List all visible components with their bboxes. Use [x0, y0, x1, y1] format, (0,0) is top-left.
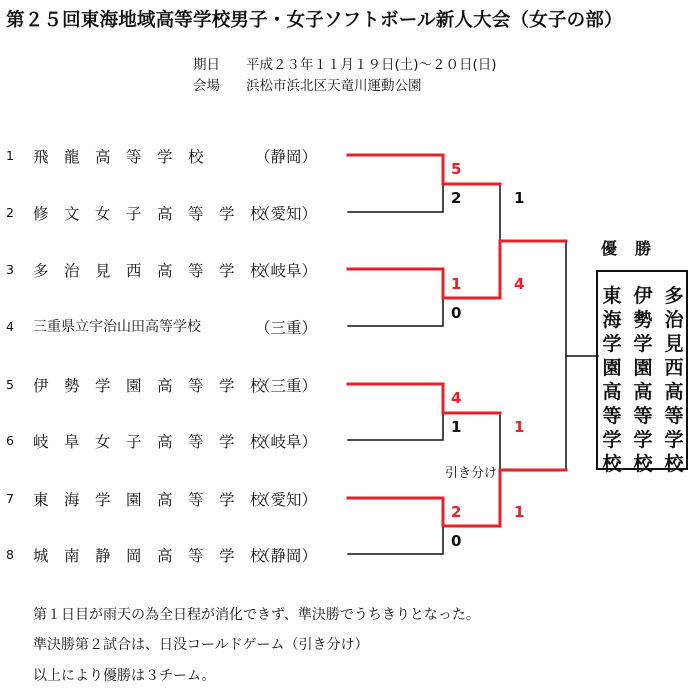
champion-team-2: 伊勢学園高等学校	[633, 285, 653, 475]
team-6-pref: （岐阜）	[255, 433, 318, 451]
note-2: 準決勝第２試合は、日没コールドゲーム（引き分け）	[33, 637, 369, 653]
bracket-line-team4	[348, 298, 443, 326]
score-r1-4-top: 2	[451, 503, 462, 521]
team-2-pref: （愛知）	[255, 205, 318, 223]
team-2-school: 修 文 女 子 高 等 学 校	[33, 205, 266, 223]
team-1-pref: （静岡）	[255, 148, 318, 166]
team-2-number: 2	[6, 205, 14, 220]
team-6-school: 岐 阜 女 子 高 等 学 校	[33, 433, 266, 451]
team-7-number: 7	[6, 491, 14, 506]
date-label: 期日	[193, 57, 220, 73]
team-5-school: 伊 勢 学 園 高 等 学 校	[33, 377, 266, 395]
score-r1-1-bot: 2	[451, 189, 462, 207]
team-1-number: 1	[6, 148, 14, 163]
page-title: 第２５回東海地域高等学校男子・女子ソフトボール新人大会（女子の部）	[6, 10, 623, 31]
bracket-line-team3	[348, 269, 500, 298]
bracket-line-team2	[348, 184, 443, 212]
team-4-number: 4	[6, 319, 14, 334]
team-3-school: 多 治 見 西 高 等 学 校	[33, 262, 266, 280]
bracket-line-team1	[348, 155, 500, 184]
bracket-line-team8	[348, 526, 443, 554]
team-5-pref: （三重）	[255, 377, 318, 395]
bracket-line-team7	[348, 498, 500, 526]
score-r1-3-top: 4	[451, 389, 462, 407]
score-sf1-bot: 4	[514, 275, 525, 293]
note-1: 第１日目が雨天の為全日程が消化できず、準決勝でうちきりとなった。	[33, 607, 480, 623]
note-3: 以上により優勝は３チーム。	[33, 668, 216, 684]
team-7-school: 東 海 学 園 高 等 学 校	[33, 491, 266, 509]
team-7-pref: （愛知）	[255, 491, 318, 509]
bracket-line-team5	[348, 384, 500, 413]
score-sf1-top: 1	[514, 189, 525, 207]
team-8-school: 城 南 静 岡 高 等 学 校	[33, 547, 266, 565]
team-3-number: 3	[6, 262, 14, 277]
score-r1-1-top: 5	[451, 160, 462, 178]
score-r1-2-bot: 0	[451, 304, 462, 322]
score-sf2-bot: 1	[514, 503, 525, 521]
venue-label: 会場	[193, 78, 220, 94]
team-4-school: 三重県立宇治山田高等学校	[33, 319, 201, 335]
venue-value: 浜松市浜北区天竜川運動公園	[246, 78, 422, 94]
score-sf2-top: 1	[514, 418, 525, 436]
date-value: 平成２３年１１月１９日(土)〜２０日(日)	[246, 57, 497, 73]
champion-team-3: 東海学園高等学校	[602, 285, 622, 475]
bracket-line-sf2-win	[500, 470, 566, 526]
score-r1-2-top: 1	[451, 275, 462, 293]
bracket-line-sf1-win	[500, 241, 566, 298]
team-8-pref: （静岡）	[255, 547, 318, 565]
draw-note: 引き分け	[444, 462, 498, 481]
team-5-number: 5	[6, 377, 14, 392]
champion-label: 優勝	[601, 239, 670, 258]
champion-team-1: 多治見西高等学校	[664, 285, 684, 475]
team-1-school: 飛 龍 高 等 学 校	[33, 148, 204, 166]
bracket-line-team6	[348, 413, 443, 440]
score-r1-4-bot: 0	[451, 532, 462, 550]
team-3-pref: （岐阜）	[255, 262, 318, 280]
team-8-number: 8	[6, 547, 14, 562]
team-4-pref: （三重）	[255, 319, 318, 337]
team-6-number: 6	[6, 433, 14, 448]
score-r1-3-bot: 1	[451, 418, 462, 436]
